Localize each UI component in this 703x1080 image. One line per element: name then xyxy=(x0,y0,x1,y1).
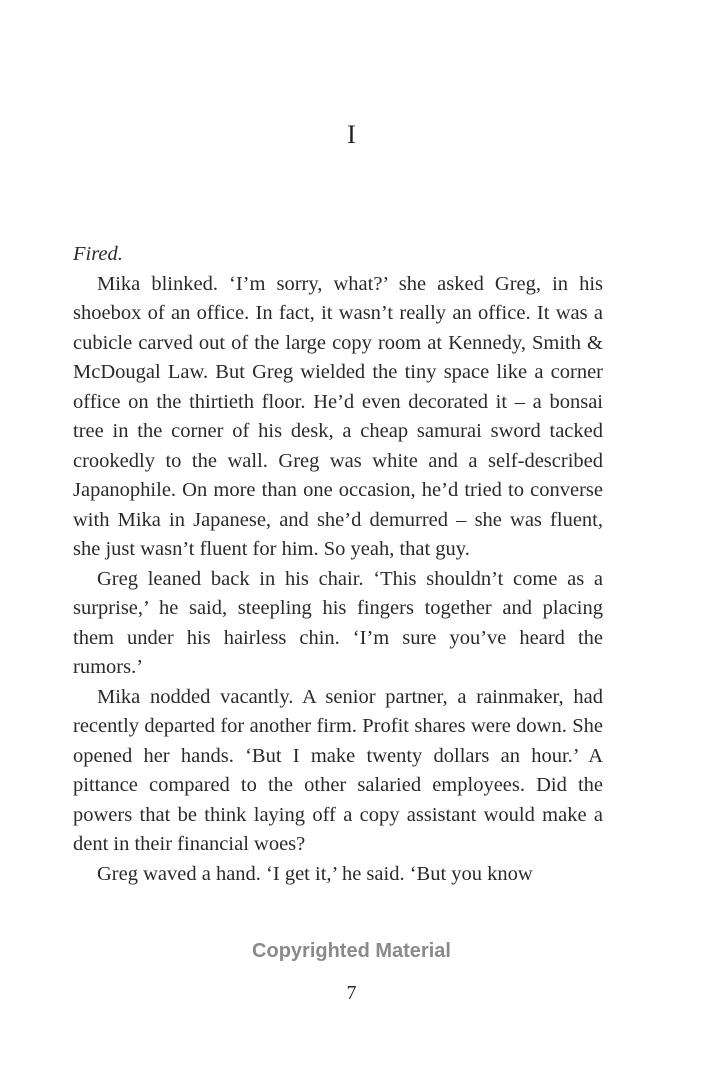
paragraph: Mika blinked. ‘I’m sorry, what?’ she asked Greg, in his shoebox of an office. In fact, it wasn’t really an office. It was a cubicle carved out of the large copy room at Kennedy, Smith & McDougal Law. But Greg wielded the tiny space like a corner office on the thirtieth floor. He’d even decorated it – a bonsai tree in the corner of his desk, a cheap samurai sword tacked crookedly to the wall. Greg was white and a self-described Japanophile. On more than one occasion, he’d tried to converse with Mika in Japanese, and she’d demurred – she was fluent, she just wasn’t fluent for him. So yeah, that guy. xyxy=(73,272,603,560)
chapter-number: I xyxy=(347,120,356,149)
paragraph: Fired. xyxy=(73,243,123,265)
paragraph: Mika nodded vacantly. A senior partner, a rainmaker, had recently departed for another firm. Profit shares were down. She opened her hands. ‘But I make twenty dollars an hour.’ A pittance compared to the other salaried employees. Did the powers that be think laying off a copy assistant would make a dent in their financial woes? xyxy=(73,685,603,855)
paragraph: Greg waved a hand. ‘I get it,’ he said. ‘But you know xyxy=(97,862,533,885)
paragraph: Greg leaned back in his chair. ‘This shouldn’t come as a surprise,’ he said, steepling his fingers together and placing them under his hairless chin. ‘I’m sure you’ve heard the rumors.’ xyxy=(73,567,603,678)
body-text xyxy=(73,240,603,889)
copyright-watermark: Copyrighted Material xyxy=(252,940,451,962)
page-number: 7 xyxy=(346,982,357,1004)
